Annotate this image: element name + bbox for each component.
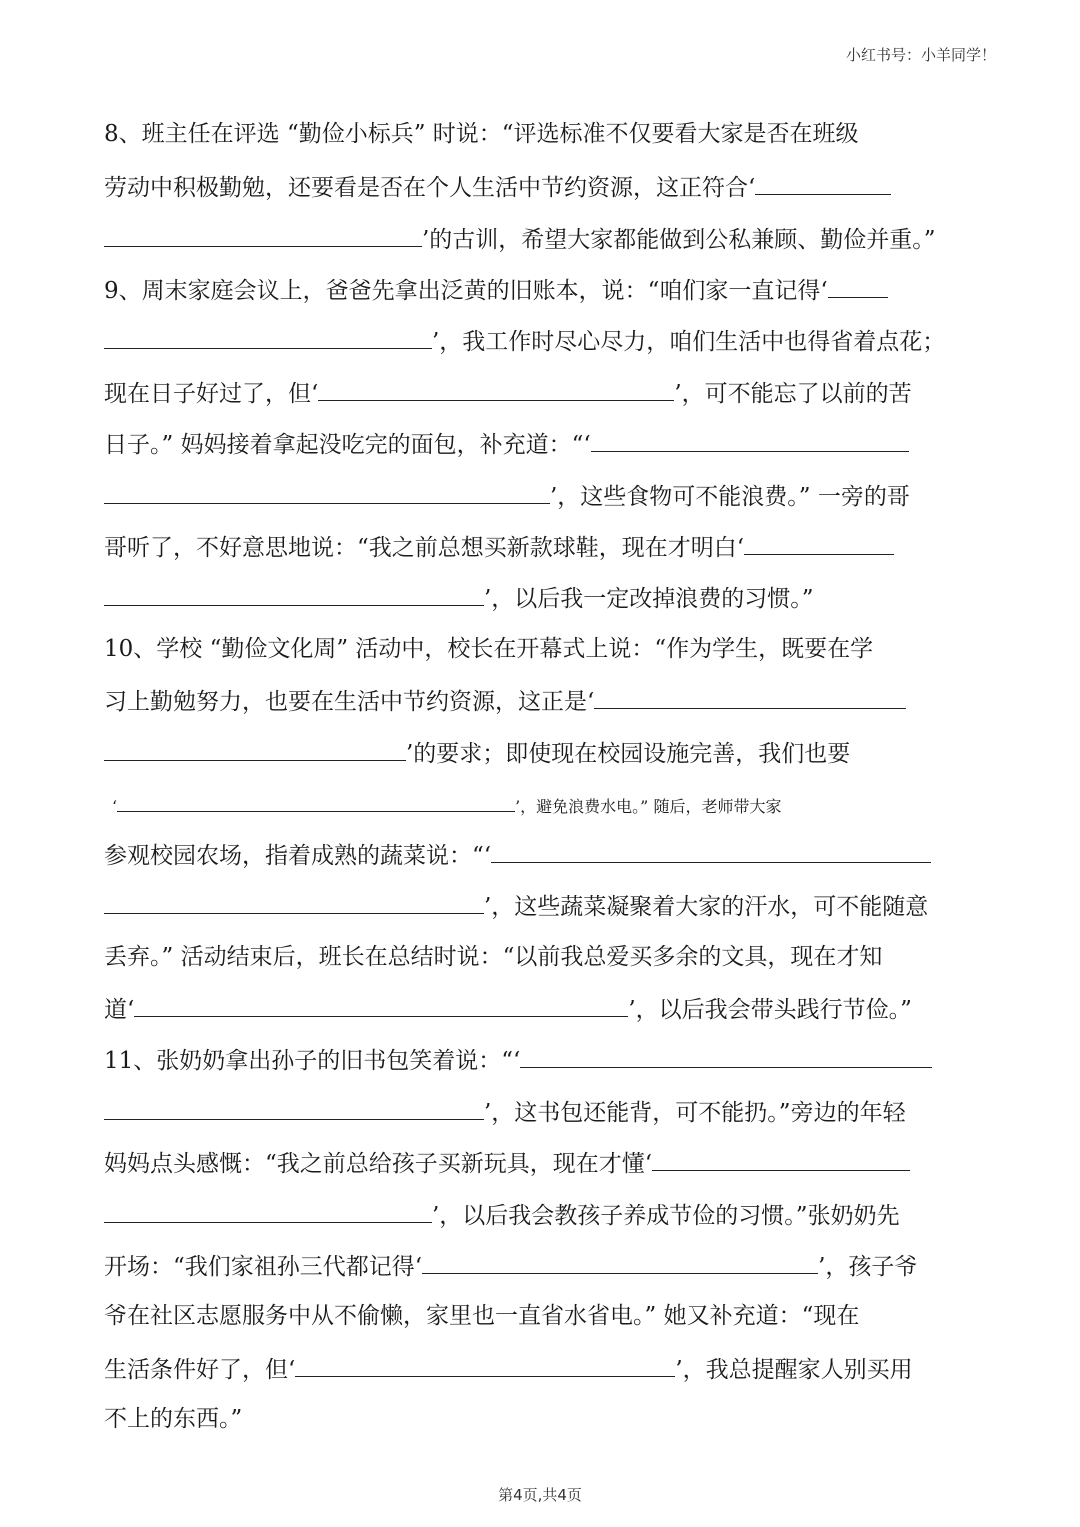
text-segment: 开场：“我们家祖孙三代都记得‘ (104, 1254, 423, 1280)
text-segment: 丢弃。” 活动结束后，班长在总结时说：“以前我总爱买多余的文具，现在才知 (104, 944, 883, 970)
text-line (104, 1401, 978, 1437)
text-segment: 参观校园农场，指着成熟的蔬菜说：“‘ (104, 843, 492, 869)
answer-blank[interactable] (491, 836, 931, 863)
text-line (104, 887, 978, 923)
text-segment: 不上的东西。” (104, 1406, 243, 1432)
text-segment: ’，以后我会教孩子养成节俭的习惯。”张奶奶先 (432, 1203, 900, 1229)
text-line (104, 271, 978, 307)
text-segment: 劳动中积极勤勉，还要看是否在个人生活中节约资源，这正符合‘ (104, 175, 756, 201)
text-segment: 11、张奶奶拿出孙子的旧书包笑着说：“‘ (104, 1048, 521, 1074)
text-segment: ’，避免浪费水电。” 随后，老师带大家 (515, 797, 782, 816)
answer-blank[interactable] (134, 990, 628, 1017)
answer-blank[interactable] (318, 374, 674, 401)
text-segment: ’，这些蔬菜凝聚着大家的汗水，可不能随意 (484, 894, 929, 920)
text-segment: 日子。” 妈妈接着拿起没吃完的面包，补充道：“‘ (104, 432, 591, 458)
text-line (112, 785, 986, 821)
text-line (104, 631, 978, 667)
text-line (104, 939, 978, 975)
answer-blank[interactable] (104, 1196, 432, 1223)
answer-blank[interactable] (591, 425, 909, 452)
text-segment: 习上勤勉努力，也要在生活中节约资源，这正是‘ (104, 689, 595, 715)
page-number: 第4页,共4页 (498, 1486, 582, 1504)
answer-blank[interactable] (422, 1247, 818, 1274)
text-segment: ’的要求；即使现在校园设施完善，我们也要 (406, 741, 851, 767)
answer-blank[interactable] (104, 477, 550, 504)
text-line (104, 477, 978, 513)
text-line (104, 1093, 978, 1129)
text-segment: ’，以后我会带头践行节俭。” (628, 997, 912, 1023)
answer-blank[interactable] (104, 1093, 484, 1120)
answer-blank[interactable] (594, 682, 906, 709)
text-line (104, 1350, 978, 1386)
text-segment: 爷在社区志愿服务中从不偷懒，家里也一直省水省电。” 她又补充道：“现在 (104, 1303, 860, 1329)
text-line (104, 734, 978, 770)
text-segment: ’，我总提醒家人别买用 (675, 1357, 913, 1383)
text-segment: ’的古训，希望大家都能做到公私兼顾、勤俭并重。” (422, 227, 936, 253)
text-line (104, 528, 978, 564)
answer-blank[interactable] (295, 1350, 675, 1377)
answer-blank[interactable] (828, 271, 888, 298)
answer-blank[interactable] (104, 734, 406, 761)
text-line (104, 168, 978, 204)
text-line (104, 1196, 978, 1232)
answer-blank[interactable] (652, 1144, 910, 1171)
answer-blank[interactable] (104, 579, 484, 606)
text-line (104, 1144, 978, 1180)
text-line (104, 425, 978, 461)
text-line (104, 1247, 978, 1283)
text-segment: ’，孩子爷 (818, 1254, 918, 1280)
text-line (104, 116, 978, 152)
text-line (104, 990, 978, 1026)
text-segment: 哥听了，不好意思地说：“我之前总想买新款球鞋，现在才明白‘ (104, 535, 745, 561)
text-line (104, 579, 978, 615)
text-line (104, 322, 978, 358)
text-line (104, 1041, 978, 1077)
text-segment: ’，可不能忘了以前的苦 (674, 381, 912, 407)
answer-blank[interactable] (104, 322, 432, 349)
text-line (104, 1298, 978, 1334)
answer-blank[interactable] (104, 220, 422, 247)
text-segment: 8、班主任在评选 “勤俭小标兵” 时说：“评选标准不仅要看大家是否在班级 (104, 121, 859, 147)
text-segment: 妈妈点头感慨：“我之前总给孩子买新玩具，现在才懂‘ (104, 1151, 653, 1177)
text-segment: ’，以后我一定改掉浪费的习惯。” (484, 586, 814, 612)
text-line (104, 220, 978, 256)
text-line (104, 374, 978, 410)
answer-blank[interactable] (104, 887, 484, 914)
answer-blank[interactable] (520, 1041, 932, 1068)
text-segment: 道‘ (104, 997, 135, 1023)
answer-blank[interactable] (744, 528, 894, 555)
text-segment: ’，这些食物可不能浪费。” 一旁的哥 (550, 484, 910, 510)
answer-blank[interactable] (755, 168, 891, 195)
text-segment: ’，我工作时尽心尽力，咱们生活中也得省着点花； (432, 329, 946, 355)
watermark: 小红书号：小羊同学！ (845, 46, 996, 64)
text-segment: 现在日子好过了，但‘ (104, 381, 319, 407)
text-segment: 9、周末家庭会议上，爸爸先拿出泛黄的旧账本，说：“咱们家一直记得‘ (104, 278, 828, 304)
text-segment: ’，这书包还能背，可不能扔。”旁边的年轻 (484, 1100, 906, 1126)
answer-blank[interactable] (117, 785, 515, 812)
text-line (104, 682, 978, 718)
text-segment: 生活条件好了，但‘ (104, 1357, 296, 1383)
text-segment: 10、学校 “勤俭文化周” 活动中，校长在开幕式上说：“作为学生，既要在学 (104, 636, 874, 662)
text-line (104, 836, 978, 872)
text-segment: ‘ (112, 797, 118, 816)
